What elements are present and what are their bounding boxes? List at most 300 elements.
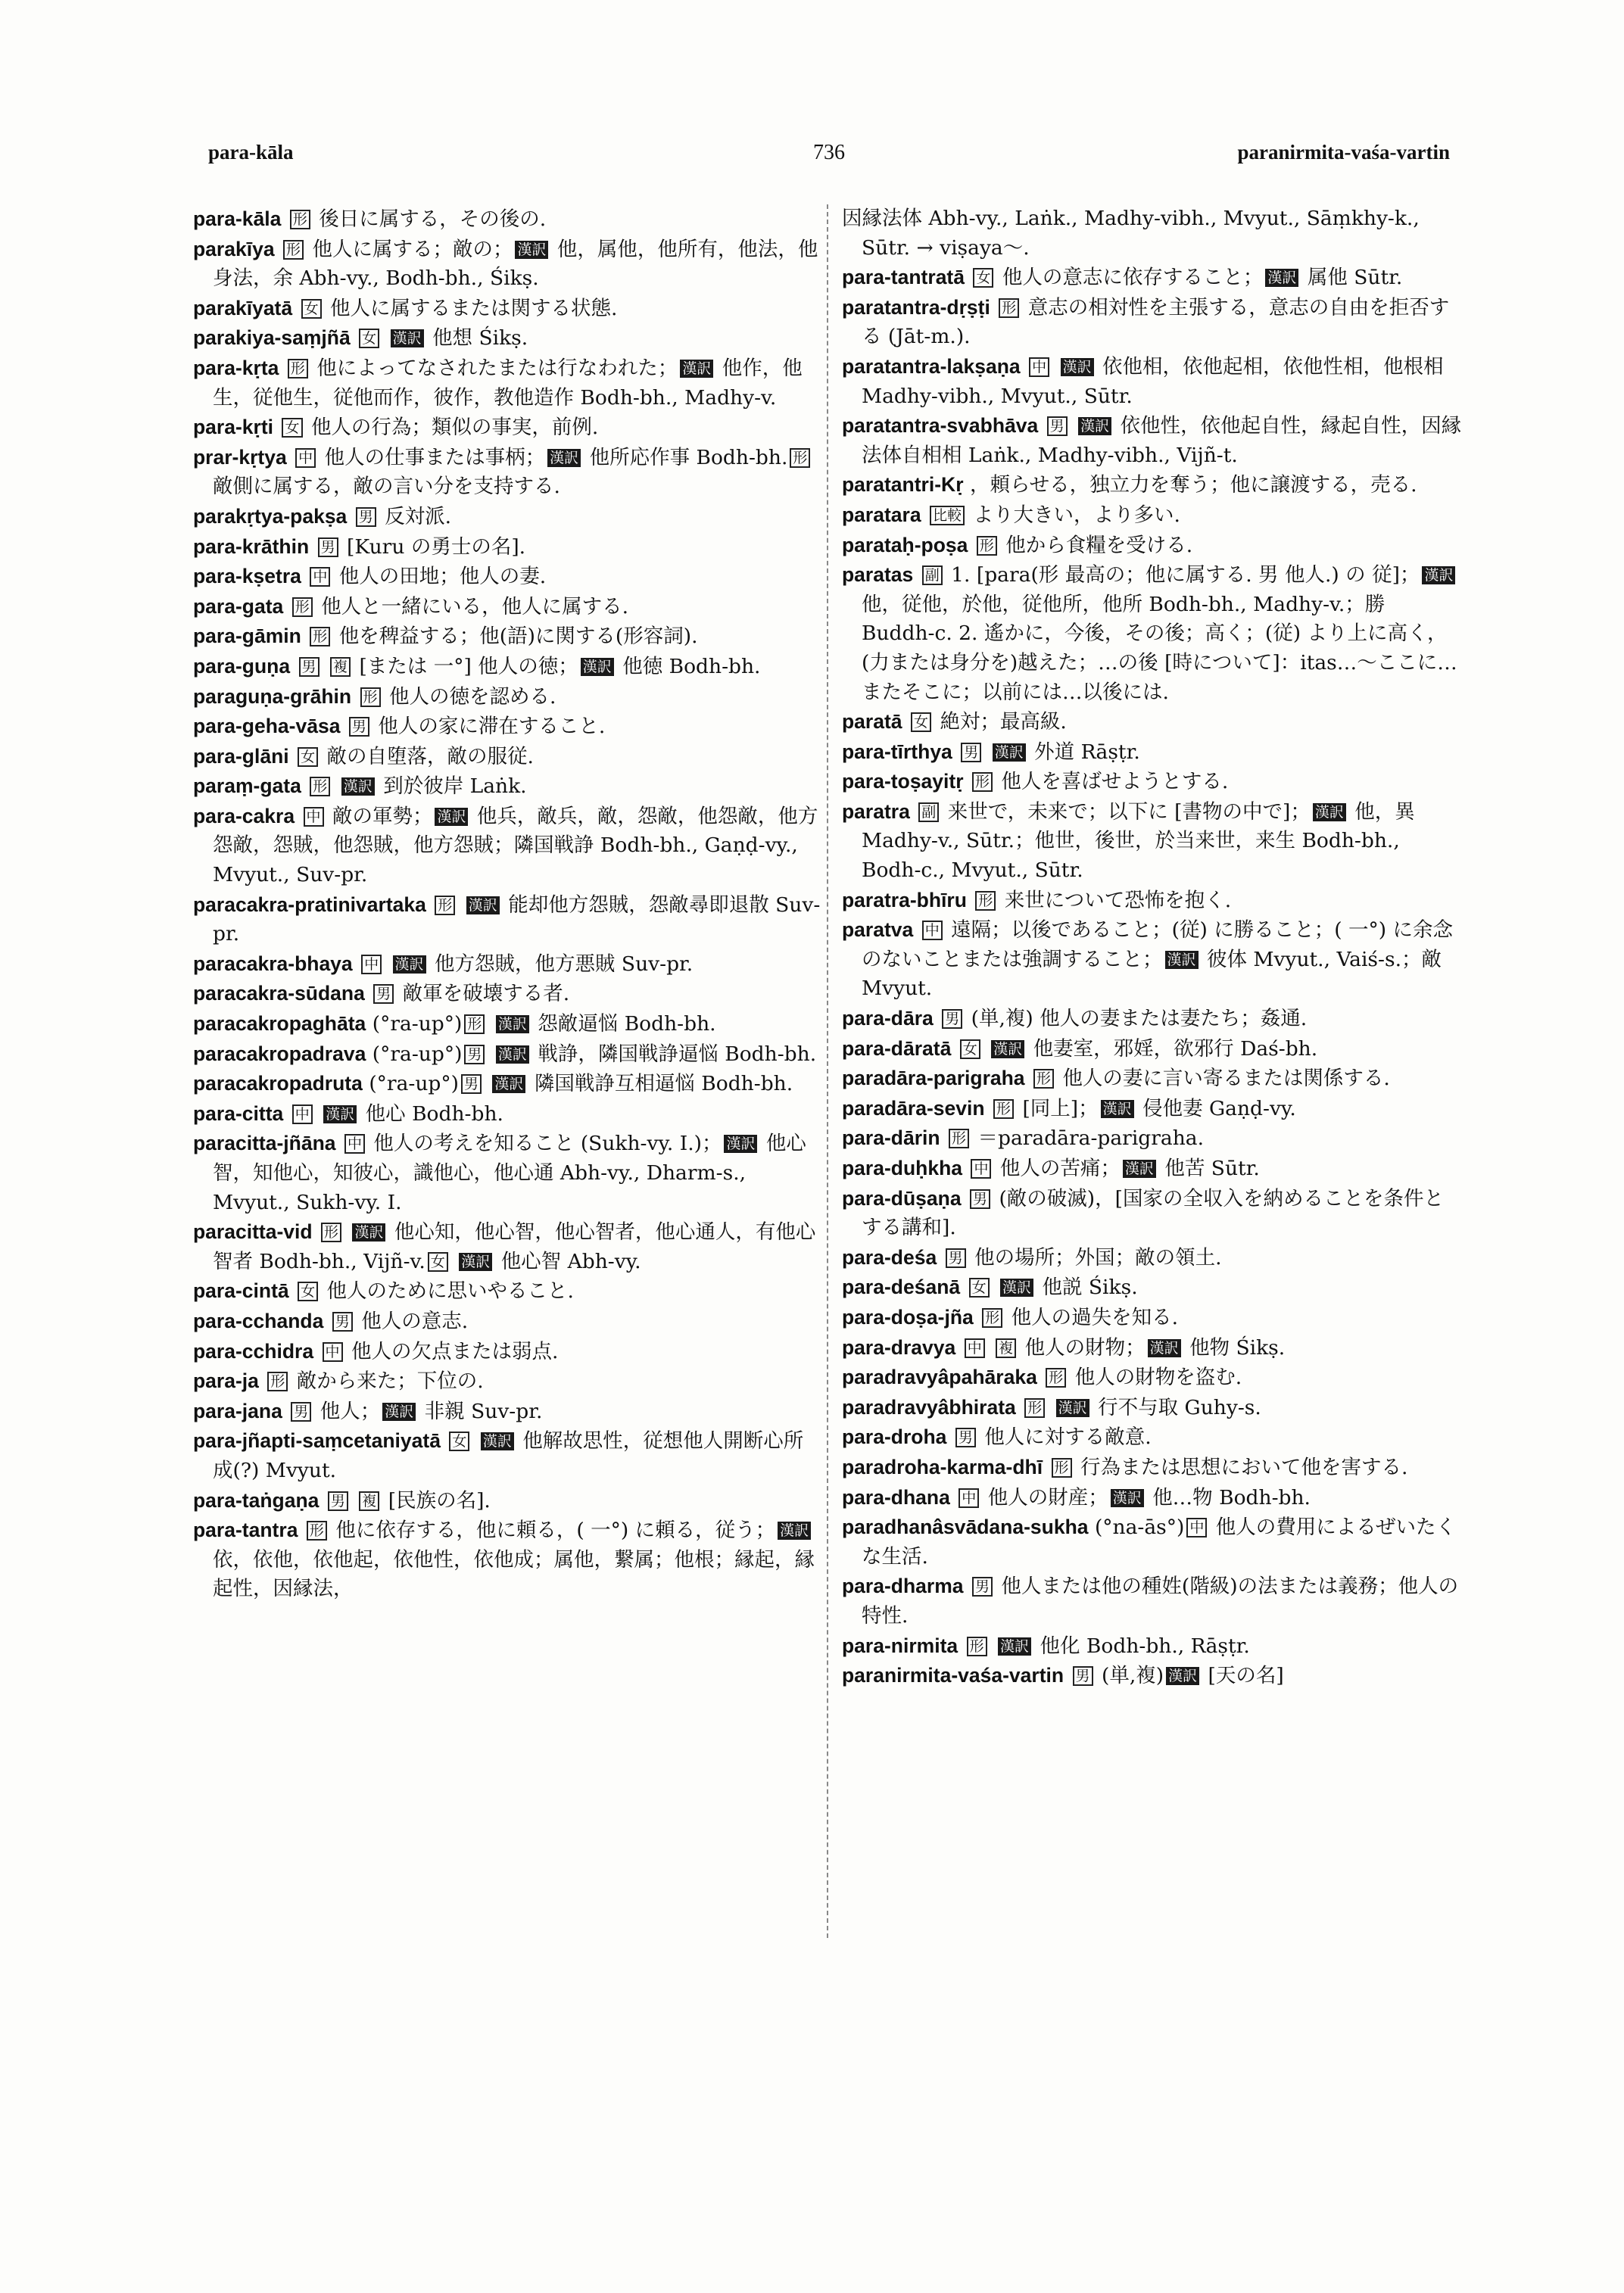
headword: paratara bbox=[842, 503, 921, 526]
grammar-label: 形 bbox=[972, 772, 993, 792]
dictionary-entry bbox=[193, 1009, 821, 1039]
entry-text: 敵軍を破壊する者. bbox=[402, 982, 570, 1006]
headword: para-geha-vāsa bbox=[193, 715, 341, 738]
headword: paratra bbox=[842, 799, 910, 823]
translation-marker: 漢訳 bbox=[382, 1403, 416, 1421]
grammar-label: 男 bbox=[970, 1189, 990, 1209]
entry-text: 他人の財物； bbox=[1024, 1335, 1146, 1360]
entry-text: 他徳 Bodh-bh. bbox=[622, 654, 761, 678]
translation-marker: 漢訳 bbox=[496, 1015, 529, 1033]
headword: para-tantratā bbox=[842, 266, 965, 289]
headword: para-dravya bbox=[842, 1335, 956, 1359]
left-column bbox=[193, 204, 821, 1604]
grammar-label: 比較 bbox=[930, 506, 965, 525]
headword: para-tantra bbox=[193, 1519, 298, 1542]
grammar-label: 形 bbox=[993, 1099, 1014, 1119]
header-left-guide-word: para-kāla bbox=[208, 141, 294, 164]
dictionary-entry bbox=[842, 1453, 1463, 1483]
entry-text: 他作，他生，従他生，従他而作，彼作，教他造作 Bodh-bh., Madhy-v. bbox=[213, 356, 803, 410]
dictionary-entry bbox=[842, 531, 1463, 561]
dictionary-entry bbox=[193, 1486, 821, 1516]
headword: paracakra-bhaya bbox=[193, 952, 353, 975]
entry-text: 他を稗益する；他(語)に関する(形容詞). bbox=[338, 625, 698, 649]
grammar-label: 男 bbox=[946, 1248, 966, 1268]
grammar-label: 男 bbox=[349, 717, 369, 737]
entry-text: 侵他妻 Gaṇḍ-vy. bbox=[1142, 1096, 1296, 1120]
entry-text: [天の名] bbox=[1208, 1664, 1284, 1688]
entry-text: 他人または他の種姓(階級)の法または義務；他人の特性. bbox=[862, 1575, 1459, 1628]
grammar-label: 中 bbox=[959, 1488, 979, 1508]
dictionary-entry bbox=[842, 1154, 1463, 1184]
dictionary-entry bbox=[193, 443, 821, 502]
entry-text: 彼体 Mvyut., Vaiś-s.；敵 Mvyut. bbox=[862, 947, 1442, 1001]
headword: paratantra-svabhāva bbox=[842, 414, 1039, 438]
grammar-label: 男 bbox=[356, 507, 376, 527]
dictionary-entry bbox=[842, 737, 1463, 768]
translation-marker: 漢訳 bbox=[341, 777, 375, 796]
translation-marker: 漢訳 bbox=[1165, 951, 1199, 969]
dictionary-entry bbox=[842, 411, 1463, 470]
entry-text: (単,複) 他人の妻または妻たち；姦通. bbox=[971, 1007, 1308, 1031]
dictionary-entry bbox=[193, 562, 821, 592]
dictionary-entry bbox=[193, 323, 821, 354]
entry-text: 他によってなされたまたは行なわれた； bbox=[316, 356, 678, 380]
grammar-label: 形 bbox=[360, 687, 381, 707]
headword: paracakropaghāta bbox=[193, 1012, 366, 1036]
headword: para-kṣetra bbox=[193, 565, 301, 588]
headword: paradravyâpahāraka bbox=[842, 1366, 1037, 1389]
grammar-label: 複 bbox=[359, 1491, 379, 1511]
dictionary-entry bbox=[193, 413, 821, 443]
dictionary-entry bbox=[842, 1513, 1463, 1572]
headword: parakiya-saṃjñā bbox=[193, 326, 351, 350]
headword: paracakropadruta bbox=[193, 1072, 363, 1095]
entry-text: (単,複) bbox=[1101, 1664, 1164, 1688]
entry-text: 能却他方怨賊，怨敵尋即退散 Suv-pr. bbox=[213, 893, 821, 946]
headword: para-deśa bbox=[842, 1245, 937, 1269]
entry-text: [民族の名]. bbox=[388, 1488, 491, 1513]
headword: paranirmita-vaśa-vartin bbox=[842, 1664, 1064, 1687]
grammar-label: 男 bbox=[1047, 416, 1068, 436]
dictionary-entry bbox=[842, 1333, 1463, 1363]
grammar-label: 複 bbox=[330, 657, 351, 677]
entry-text: 他…物 Bodh-bh. bbox=[1152, 1485, 1311, 1509]
headword: para-ja bbox=[193, 1369, 259, 1393]
entry-text: 他人の家に滞在すること. bbox=[378, 715, 606, 739]
entry-text: 外道 Rāṣṭr. bbox=[1034, 740, 1140, 764]
grammar-label: 中 bbox=[971, 1159, 991, 1179]
entry-text: [または 一°] 他人の徳； bbox=[359, 654, 578, 678]
headword: para-gata bbox=[193, 594, 284, 618]
entry-text: 他人に属する；敵の； bbox=[312, 237, 513, 261]
entry-text: 他人の費用によるぜいたくな生活. bbox=[862, 1516, 1457, 1569]
dictionary-entry bbox=[193, 294, 821, 324]
headword: paradāra-sevin bbox=[842, 1096, 985, 1120]
grammar-label: 形 bbox=[464, 1014, 485, 1034]
dictionary-entry bbox=[842, 1631, 1463, 1662]
dictionary-entry bbox=[842, 1303, 1463, 1333]
headword: para-citta bbox=[193, 1101, 284, 1125]
dictionary-entry bbox=[842, 352, 1463, 411]
dictionary-entry bbox=[842, 1123, 1463, 1154]
dictionary-entry bbox=[842, 1483, 1463, 1513]
grammar-label: 形 bbox=[283, 240, 304, 260]
grammar-label: 形 bbox=[1052, 1458, 1072, 1478]
grammar-label: 副 bbox=[922, 565, 943, 585]
dictionary-entry bbox=[193, 1307, 821, 1337]
grammar-label: 副 bbox=[918, 802, 939, 822]
headword: paratva bbox=[842, 918, 914, 942]
dictionary-entry bbox=[842, 1363, 1463, 1393]
dictionary-entry bbox=[842, 293, 1463, 352]
translation-marker: 漢訳 bbox=[1000, 1279, 1033, 1297]
headword: para-deśanā bbox=[842, 1276, 961, 1299]
dictionary-entry bbox=[193, 204, 821, 235]
translation-marker: 漢訳 bbox=[1061, 358, 1094, 376]
headword: para-dāra bbox=[842, 1007, 934, 1030]
translation-marker: 漢訳 bbox=[1111, 1489, 1144, 1507]
grammar-label: 女 bbox=[282, 418, 302, 438]
entry-text: (°ra-up°) bbox=[372, 1042, 463, 1066]
entry-text: 他心 Bodh-bh. bbox=[365, 1101, 503, 1126]
headword: paratas bbox=[842, 563, 914, 587]
grammar-label: 中 bbox=[304, 807, 324, 827]
headword: para-kṛti bbox=[193, 416, 274, 439]
entry-text: 遠隔；以後であること；(従) に勝ること；( 一°) に余念のないことまたは強調すること； bbox=[862, 918, 1454, 971]
entry-text: より大きい，より多い. bbox=[973, 503, 1180, 527]
dictionary-entry bbox=[193, 979, 821, 1009]
dictionary-entry bbox=[193, 1276, 821, 1307]
dictionary-entry bbox=[193, 354, 821, 413]
dictionary-entry bbox=[193, 682, 821, 712]
headword: para-kāla bbox=[193, 207, 282, 230]
headword: para-jñapti-saṃcetaniyatā bbox=[193, 1429, 441, 1453]
entry-text: 他人の意志. bbox=[361, 1309, 469, 1333]
grammar-label: 女 bbox=[969, 1278, 990, 1298]
grammar-label: 男 bbox=[328, 1491, 348, 1511]
headword: para-dūṣaṇa bbox=[842, 1186, 962, 1210]
entry-text: 敵から来た；下位の. bbox=[296, 1369, 484, 1394]
entry-text: 行為または思想において他を害する. bbox=[1080, 1455, 1408, 1479]
entry-text: 1. [para(形 最高の；他に属する. 男 他人.) の 従]； bbox=[951, 563, 1420, 587]
dictionary-entry bbox=[193, 592, 821, 622]
entry-text: 他人の妻に言い寄るまたは関係する. bbox=[1062, 1067, 1390, 1091]
entry-text: (°ra-up°) bbox=[369, 1072, 459, 1096]
translation-marker: 漢訳 bbox=[1422, 566, 1455, 584]
grammar-label: 中 bbox=[310, 567, 330, 587]
headword: paraṃ-gata bbox=[193, 774, 301, 798]
grammar-label: 中 bbox=[1186, 1518, 1207, 1537]
headword: para-cakra bbox=[193, 804, 295, 827]
entry-text: (°ra-up°) bbox=[372, 1012, 463, 1036]
headword: para-taṅgaṇa bbox=[193, 1488, 320, 1512]
dictionary-entry bbox=[193, 1337, 821, 1367]
dictionary-entry bbox=[842, 707, 1463, 737]
entry-text: 因縁法体 Abh-vy., Laṅk., Madhy-vibh., Mvyut., Sāṃkhy-k., Sūtr. → viṣaya～. bbox=[842, 207, 1420, 260]
dictionary-entry bbox=[842, 1572, 1463, 1631]
headword: paratantra-lakṣaṇa bbox=[842, 354, 1021, 378]
grammar-label: 女 bbox=[359, 329, 379, 348]
headword: para-jana bbox=[193, 1399, 282, 1422]
translation-marker: 漢訳 bbox=[778, 1522, 811, 1540]
dictionary-entry bbox=[193, 742, 821, 772]
entry-text: 他心知，他心智，他心智者，他心通人，有他心智者 Bodh-bh., Vijñ-v. bbox=[213, 1220, 816, 1273]
entry-text: 他兵，敵兵，敵，怨敵，他怨敵，他方怨敵，怨賊，他怨賊，他方怨賊；隣国戦諍 Bodh-bh., Gaṇḍ-vy., Mvyut., Suv-pr. bbox=[213, 804, 818, 887]
entry-text: 他人に属するまたは関する状態. bbox=[330, 296, 618, 320]
entry-text: 来世について恐怖を抱く. bbox=[1004, 888, 1232, 912]
dictionary-entry bbox=[193, 771, 821, 802]
translation-marker: 漢訳 bbox=[547, 449, 581, 467]
entry-text: 他人の行為；類似の事実，前例. bbox=[310, 416, 599, 440]
entry-text: (°na-ās°) bbox=[1094, 1516, 1185, 1540]
entry-text: 他人の過失を知る. bbox=[1011, 1305, 1179, 1329]
headword: parakṛtya-pakṣa bbox=[193, 504, 348, 528]
headword: para-cchidra bbox=[193, 1339, 314, 1363]
translation-marker: 漢訳 bbox=[1148, 1339, 1181, 1357]
grammar-label: 女 bbox=[428, 1252, 448, 1272]
headword: para-dhana bbox=[842, 1485, 950, 1509]
grammar-label: 女 bbox=[973, 268, 993, 288]
headword: paradravyâbhirata bbox=[842, 1395, 1016, 1419]
translation-marker: 漢訳 bbox=[435, 808, 468, 826]
grammar-label: 中 bbox=[361, 955, 382, 974]
translation-marker: 漢訳 bbox=[993, 743, 1026, 762]
entry-text: 他物 Śikṣ. bbox=[1189, 1335, 1286, 1360]
grammar-label: 男 bbox=[461, 1074, 482, 1094]
dictionary-entry bbox=[842, 886, 1463, 916]
headword: parataḥ-poṣa bbox=[842, 533, 968, 556]
grammar-label: 形 bbox=[977, 536, 997, 556]
grammar-label: 中 bbox=[344, 1134, 365, 1154]
entry-text: 後日に属する，その後の. bbox=[319, 207, 547, 231]
grammar-label: 女 bbox=[449, 1432, 469, 1451]
entry-text: 他人の仕事または事柄； bbox=[324, 445, 546, 469]
entry-text: 他人の徳を認める. bbox=[388, 684, 556, 709]
grammar-label: 形 bbox=[321, 1223, 341, 1242]
headword: parakīya bbox=[193, 237, 275, 260]
dictionary-entry bbox=[193, 1069, 821, 1099]
dictionary-entry bbox=[193, 802, 821, 890]
headword: prar-kṛtya bbox=[193, 445, 287, 469]
headword: para-krāthin bbox=[193, 534, 310, 558]
grammar-label: 男 bbox=[972, 1577, 993, 1597]
translation-marker: 漢訳 bbox=[1313, 803, 1346, 821]
headword: paracakropadrava bbox=[193, 1042, 366, 1065]
grammar-label: 中 bbox=[965, 1338, 985, 1358]
headword: para-duḥkha bbox=[842, 1157, 963, 1179]
grammar-label: 女 bbox=[301, 299, 322, 319]
dictionary-entry bbox=[842, 1422, 1463, 1453]
dictionary-entry bbox=[193, 949, 821, 980]
grammar-label: 形 bbox=[999, 298, 1019, 318]
dictionary-entry bbox=[842, 797, 1463, 886]
translation-marker: 漢訳 bbox=[1265, 269, 1298, 287]
grammar-label: 男 bbox=[373, 984, 394, 1004]
translation-marker: 漢訳 bbox=[1123, 1160, 1156, 1178]
translation-marker: 漢訳 bbox=[496, 1045, 529, 1064]
entry-text: 他所応作事 Bodh-bh. bbox=[589, 445, 788, 469]
grammar-label: 形 bbox=[967, 1637, 987, 1656]
entry-text: 他人と一緒にいる，他人に属する. bbox=[321, 594, 629, 618]
grammar-label: 中 bbox=[295, 448, 316, 468]
headword: para-gāmin bbox=[193, 625, 301, 648]
entry-text: (敵の破滅)，[国家の全収入を納めることを条件とする講和]. bbox=[862, 1186, 1444, 1240]
grammar-label: 形 bbox=[292, 597, 313, 617]
entry-text: 他人の苦痛； bbox=[999, 1157, 1121, 1180]
entry-text: 属他 Sūtr. bbox=[1307, 266, 1403, 290]
headword: paraguṇa-grāhin bbox=[193, 684, 352, 708]
entry-text: [同上]； bbox=[1022, 1096, 1099, 1120]
grammar-label: 女 bbox=[298, 1282, 318, 1301]
headword: paracakra-pratinivartaka bbox=[193, 893, 426, 916]
headword: para-cintā bbox=[193, 1279, 289, 1303]
dictionary-entry bbox=[193, 1099, 821, 1129]
entry-text: 反対派. bbox=[385, 504, 452, 528]
entry-text: 他方怨賊，他方悪賊 Suv-pr. bbox=[435, 952, 694, 976]
dictionary-entry bbox=[193, 1426, 821, 1485]
grammar-label: 女 bbox=[911, 712, 931, 732]
grammar-label: 男 bbox=[942, 1009, 962, 1029]
headword: para-doṣa-jña bbox=[842, 1305, 974, 1329]
translation-marker: 漢訳 bbox=[991, 1040, 1024, 1058]
dictionary-entry bbox=[842, 1661, 1463, 1691]
entry-text: 依他性，依他起自性，縁起自性，因縁法体自相相 Laṅk., Madhy-vibh., Vijñ-t. bbox=[862, 414, 1462, 467]
grammar-label: 形 bbox=[290, 210, 310, 229]
headword: paratantri-Kṛ bbox=[842, 473, 964, 497]
dictionary-entry bbox=[842, 1393, 1463, 1423]
entry-text: 他人に対する敵意. bbox=[984, 1425, 1152, 1450]
headword: paratā bbox=[842, 710, 902, 734]
dictionary-entry bbox=[193, 1516, 821, 1604]
translation-marker: 漢訳 bbox=[481, 1432, 514, 1450]
dictionary-entry bbox=[842, 204, 1463, 263]
entry-text: 来世で，未来で；以下に [書物の中で]； bbox=[947, 799, 1311, 824]
translation-marker: 漢訳 bbox=[492, 1075, 525, 1093]
headword: para-dharma bbox=[842, 1575, 964, 1598]
headword: parakīyatā bbox=[193, 296, 293, 319]
translation-marker: 漢訳 bbox=[1101, 1100, 1134, 1118]
dictionary-entry bbox=[842, 1094, 1463, 1124]
dictionary-entry bbox=[193, 1366, 821, 1397]
entry-text: 他人の欠点または弱点. bbox=[351, 1339, 559, 1363]
entry-text: ，頼らせる，独立力を奪う；他に譲渡する，売る. bbox=[969, 473, 1417, 497]
translation-marker: 漢訳 bbox=[581, 658, 614, 676]
headword: paradāra-parigraha bbox=[842, 1067, 1025, 1090]
grammar-label: 女 bbox=[298, 747, 318, 767]
grammar-label: 中 bbox=[292, 1104, 313, 1124]
headword: paracitta-jñāna bbox=[193, 1132, 336, 1155]
grammar-label: 男 bbox=[464, 1045, 485, 1064]
dictionary-entry bbox=[193, 1039, 821, 1070]
grammar-label: 女 bbox=[960, 1039, 980, 1059]
entry-text: 敵の自堕落，敵の服従. bbox=[326, 744, 534, 768]
translation-marker: 漢訳 bbox=[1056, 1399, 1089, 1417]
entry-text: 戦諍，隣国戦諍逼悩 Bodh-bh. bbox=[538, 1042, 817, 1066]
right-column bbox=[842, 204, 1463, 1691]
entry-text: ＝paradāra-parigraha. bbox=[977, 1126, 1205, 1151]
dictionary-entry bbox=[842, 767, 1463, 797]
headword: para-kṛta bbox=[193, 356, 279, 379]
grammar-label: 形 bbox=[982, 1308, 1002, 1328]
entry-text: 行不与取 Guhy-s. bbox=[1098, 1395, 1261, 1419]
headword: para-tīrthya bbox=[842, 740, 952, 763]
entry-text: 他人の財物を盗む. bbox=[1074, 1366, 1242, 1390]
grammar-label: 形 bbox=[790, 448, 810, 468]
headword: para-guṇa bbox=[193, 654, 291, 678]
entry-text: 他化 Bodh-bh., Rāṣṭr. bbox=[1040, 1634, 1250, 1658]
entry-text: 他説 Śikṣ. bbox=[1042, 1276, 1138, 1300]
grammar-label: 形 bbox=[310, 627, 330, 646]
entry-text: 他，異 Madhy-v., Sūtr.；他世，後世，於当来世，来生 Bodh-bh., Bodh-c., Mvyut., Sūtr. bbox=[862, 799, 1415, 883]
translation-marker: 漢訳 bbox=[466, 896, 500, 914]
translation-marker: 漢訳 bbox=[998, 1637, 1031, 1656]
entry-text: 他に依存する，他に頼る，( 一°) に頼る，従う； bbox=[335, 1519, 776, 1543]
grammar-label: 男 bbox=[291, 1402, 311, 1422]
entry-text: 非親 Suv-pr. bbox=[424, 1399, 543, 1423]
entry-text: 他人の意志に依存すること； bbox=[1002, 266, 1264, 290]
headword: para-cchanda bbox=[193, 1309, 324, 1332]
dictionary-entry bbox=[193, 1129, 821, 1217]
entry-text: 依他相，依他起相，依他性相，他根相 Madhy-vibh., Mvyut., Sūtr. bbox=[862, 354, 1444, 408]
translation-marker: 漢訳 bbox=[352, 1223, 385, 1242]
entry-text: 他，属他，他所有，他法，他身法，余 Abh-vy., Bodh-bh., Śikṣ. bbox=[213, 237, 818, 291]
entry-text: 他から食糧を受ける. bbox=[1005, 533, 1193, 557]
entry-text: 怨敵逼悩 Bodh-bh. bbox=[538, 1012, 716, 1036]
translation-marker: 漢訳 bbox=[515, 241, 548, 259]
grammar-label: 中 bbox=[323, 1342, 343, 1362]
translation-marker: 漢訳 bbox=[459, 1253, 492, 1271]
dictionary-entry bbox=[842, 470, 1463, 500]
headword: paradroha-karma-dhī bbox=[842, 1455, 1043, 1478]
page-number: 736 bbox=[813, 141, 845, 164]
dictionary-entry bbox=[193, 1217, 821, 1276]
entry-text: 他苦 Sūtr. bbox=[1164, 1157, 1260, 1180]
grammar-label: 中 bbox=[1029, 357, 1049, 377]
entry-text: 他解故思性，従想他人開断心所成(?) Mvyut. bbox=[213, 1429, 804, 1482]
grammar-label: 形 bbox=[310, 777, 330, 796]
dictionary-entry bbox=[842, 915, 1463, 1004]
header-right-guide-word: paranirmita-vaśa-vartin bbox=[1237, 141, 1450, 164]
entry-text: 到於彼岸 Laṅk. bbox=[383, 774, 527, 799]
translation-marker: 漢訳 bbox=[391, 329, 424, 347]
entry-text: 他人のために思いやること. bbox=[326, 1279, 574, 1304]
page-header bbox=[208, 141, 1450, 174]
translation-marker: 漢訳 bbox=[1166, 1667, 1199, 1685]
grammar-label: 中 bbox=[922, 921, 943, 940]
grammar-label: 形 bbox=[307, 1521, 327, 1541]
grammar-label: 男 bbox=[955, 1428, 976, 1447]
dictionary-entry bbox=[193, 652, 821, 682]
grammar-label: 形 bbox=[1024, 1398, 1045, 1418]
translation-marker: 漢訳 bbox=[323, 1105, 357, 1123]
grammar-label: 男 bbox=[961, 743, 981, 762]
entry-text: 他の場所；外国；敵の領土. bbox=[974, 1245, 1222, 1270]
dictionary-entry bbox=[193, 622, 821, 652]
dictionary-entry bbox=[842, 500, 1463, 531]
entry-text: 他想 Śikṣ. bbox=[432, 326, 528, 350]
dictionary-entry bbox=[842, 560, 1463, 707]
entry-text: 他人を喜ばせようとする. bbox=[1001, 770, 1229, 794]
dictionary-entry bbox=[842, 1243, 1463, 1273]
headword: para-droha bbox=[842, 1425, 947, 1449]
entry-text: 意志の相対性を主張する，意志の自由を拒否する (Jāt-m.). bbox=[862, 295, 1450, 349]
headword: paradhanâsvādana-sukha bbox=[842, 1516, 1089, 1539]
grammar-label: 形 bbox=[288, 359, 308, 379]
dictionary-entry bbox=[193, 1397, 821, 1427]
translation-marker: 漢訳 bbox=[1078, 417, 1111, 435]
entry-text: 敵の軍勢； bbox=[332, 804, 433, 828]
dictionary-entry bbox=[193, 712, 821, 742]
